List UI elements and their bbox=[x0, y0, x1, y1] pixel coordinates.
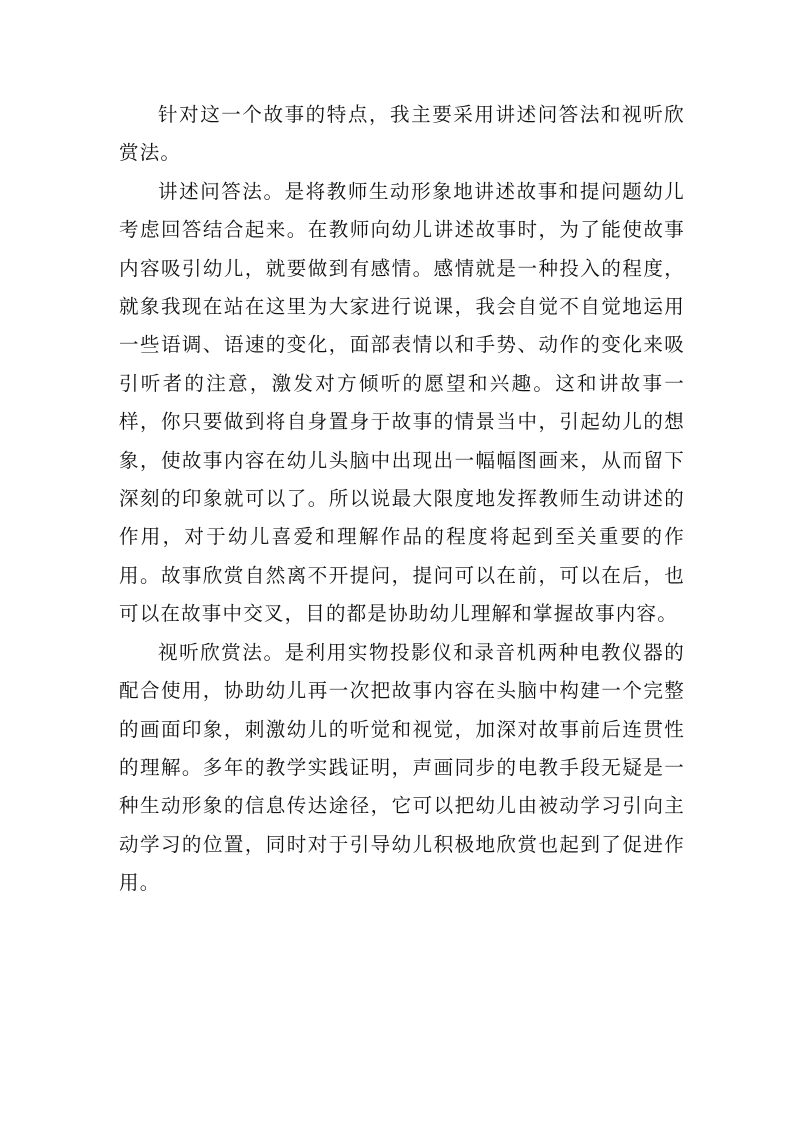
body-text bbox=[119, 96, 685, 903]
paragraph-audiovisual-method: 视听欣赏法。是利用实物投影仪和录音机两种电教仪器的配合使用，协助幼儿再一次把故事内容在头脑中构建一个完整的画面印象，刺激幼儿的听觉和视觉，加深对故事前后连贯性的理解。多年的教学实践证明，声画同步的电教手段无疑是一种生动形象的信息传达途径，它可以把幼儿由被动学习引向主动学习的位置，同时对于引导幼儿积极地欣赏也起到了促进作用。 bbox=[119, 640, 685, 895]
paragraph-narration-method: 讲述问答法。是将教师生动形象地讲述故事和提问题幼儿考虑回答结合起来。在教师向幼儿讲述故事时，为了能使故事内容吸引幼儿，就要做到有感情。感情就是一种投入的程度，就象我现在站在这里为大家进行说课，我会自觉不自觉地运用一些语调、语速的变化，面部表情以和手势、动作的变化来吸引听者的注意，激发对方倾听的愿望和兴趣。这和讲故事一样，你只要做到将自身置身于故事的情景当中，引起幼儿的想象，使故事内容在幼儿头脑中出现出一幅幅图画来，从而留下深刻的印象就可以了。所以说最大限度地发挥教师生动讲述的作用，对于幼儿喜爱和理解作品的程度将起到至关重要的作用。故事欣赏自然离不开提问，提问可以在前，可以在后，也可以在故事中交叉，目的都是协助幼儿理解和掌握故事内容。 bbox=[119, 179, 685, 626]
paragraph-methods-intro: 针对这一个故事的特点，我主要采用讲述问答法和视听欣赏法。 bbox=[119, 103, 685, 165]
